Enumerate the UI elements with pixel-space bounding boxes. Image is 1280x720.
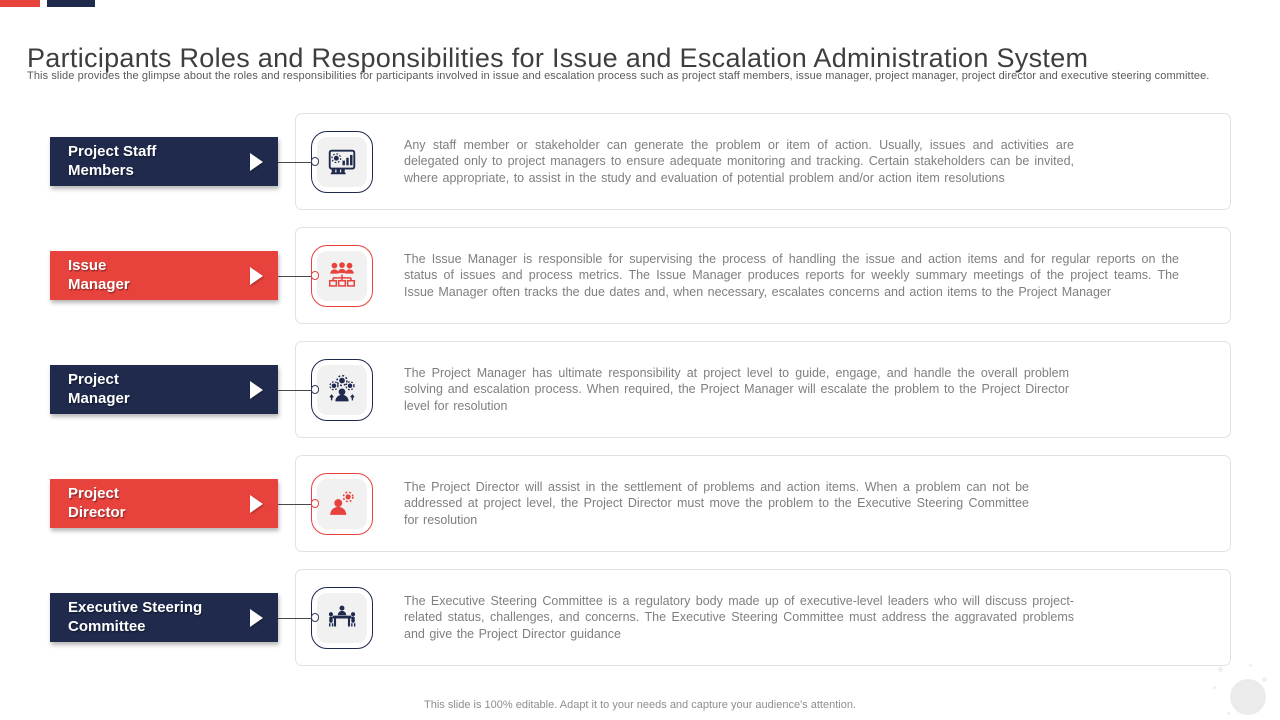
icon-tile — [317, 479, 367, 529]
role-label-line1: Issue — [68, 257, 107, 274]
role-description: The Project Director will assist in the settlement of problems and action items. When a problem can not be addressed at project level, the Project Director must move the problem to the Executive Steering Committee for resolution — [404, 480, 1029, 527]
arrow-right-icon — [250, 495, 263, 513]
role-label-text — [68, 371, 130, 408]
connector-line — [278, 276, 317, 277]
slide-subtitle: This slide provides the glimpse about the roles and responsibilities for participants involved in issue and escalation process such as project staff members, issue manager, project manager, project director and executive steering committee. — [27, 70, 1210, 82]
role-label-issue-manager — [50, 251, 278, 300]
person-gear-icon — [311, 473, 373, 535]
role-row-executive-steering-committee — [50, 569, 1231, 666]
connector-line — [278, 504, 317, 505]
role-label-text — [68, 143, 156, 180]
role-card — [295, 227, 1231, 324]
role-description: The Project Manager has ultimate responsibility at project level to guide, engage, and handle the overall problem solving and escalation process. When required, the Project Manager will escalate the problem to the Project Director level for resolution — [404, 366, 1069, 413]
icon-tile — [317, 593, 367, 643]
page-title: Participants Roles and Responsibilities for Issue and Escalation Administration System — [27, 43, 1089, 74]
role-label-line1: Executive Steering — [68, 599, 203, 616]
role-row-issue-manager — [50, 227, 1231, 324]
icon-tile — [317, 365, 367, 415]
role-row-project-staff-members — [50, 113, 1231, 210]
person-gears-icon — [311, 359, 373, 421]
accent-bar-red — [0, 0, 40, 7]
role-label-line2: Members — [68, 161, 134, 179]
role-label-line1: Project Staff — [68, 143, 157, 160]
role-label-text — [68, 599, 202, 636]
role-label-line1: Project — [68, 485, 119, 502]
arrow-right-icon — [250, 609, 263, 627]
icon-tile — [317, 137, 367, 187]
role-card — [295, 341, 1231, 438]
arrow-right-icon — [250, 153, 263, 171]
role-label-line2: Manager — [68, 275, 130, 293]
role-label-project-manager — [50, 365, 278, 414]
presentation-analytics-icon — [311, 131, 373, 193]
connector-line — [278, 390, 317, 391]
role-description: The Issue Manager is responsible for supervising the process of handling the issue and action items and for regular reports on the status of issues and process metrics. The Issue Manager produces reports for weekly summary meetings of the project teams. The Issue Manager often tracks the due dates and, when necessary, escalates concerns and action items to the Project Manager — [404, 252, 1179, 299]
icon-tile — [317, 251, 367, 301]
meeting-table-icon — [311, 587, 373, 649]
role-label-line1: Project — [68, 371, 119, 388]
connector-line — [278, 162, 317, 163]
role-card — [295, 113, 1231, 210]
role-label-line2: Committee — [68, 617, 146, 635]
role-row-project-director — [50, 455, 1231, 552]
role-description: The Executive Steering Committee is a regulatory body made up of executive-level leaders who will discuss project-related status, challenges, and concerns. The Executive Steering Committee must address the aggravated problems and give the Project Director guidance — [404, 594, 1074, 641]
arrow-right-icon — [250, 381, 263, 399]
role-label-text — [68, 257, 130, 294]
role-label-project-director — [50, 479, 278, 528]
slide-footer-note: This slide is 100% editable. Adapt it to your needs and capture your audience's attention. — [424, 699, 856, 711]
role-card — [295, 569, 1231, 666]
connector-line — [278, 618, 317, 619]
role-label-text — [68, 485, 126, 522]
accent-bar-navy — [47, 0, 95, 7]
arrow-right-icon — [250, 267, 263, 285]
roles-list — [50, 113, 1231, 666]
sparkle-decoration — [1230, 679, 1266, 715]
role-description: Any staff member or stakeholder can generate the problem or item of action. Usually, issues and activities are delegated only to project managers to ensure adequate monitoring and tracking. Certain stakeholders can be invited, where appropriate, to assist in the study and evaluation of potential problem and/or action item resolutions — [404, 138, 1074, 185]
role-label-line2: Director — [68, 503, 126, 521]
role-label-executive-steering-committee — [50, 593, 278, 642]
team-hierarchy-icon — [311, 245, 373, 307]
role-label-project-staff-members — [50, 137, 278, 186]
role-row-project-manager — [50, 341, 1231, 438]
role-card — [295, 455, 1231, 552]
role-label-line2: Manager — [68, 389, 130, 407]
